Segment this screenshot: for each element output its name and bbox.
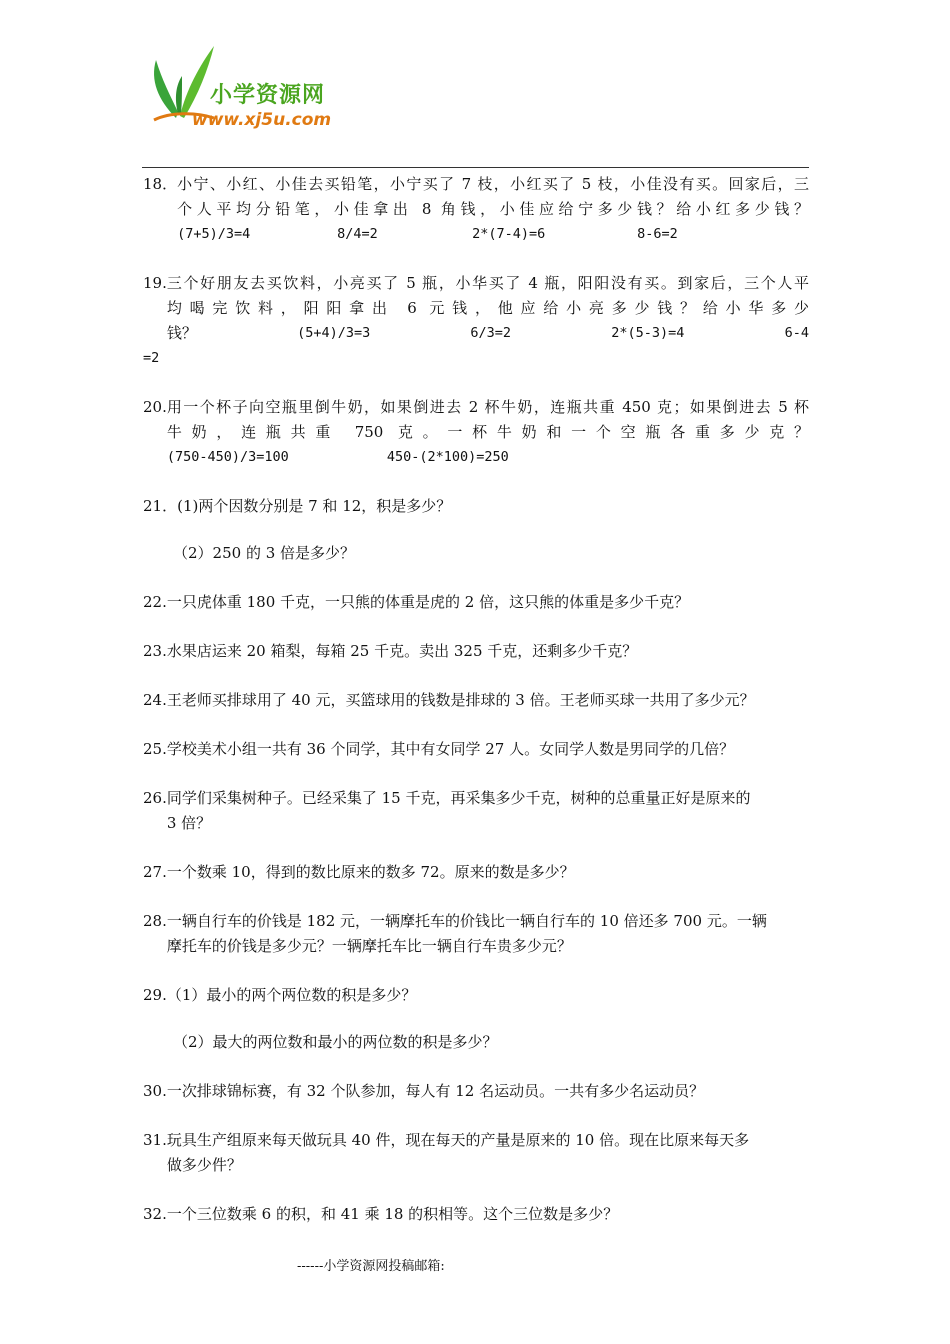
question-list [143, 172, 809, 1227]
calc-step: (7+5)/3=4 [177, 226, 251, 242]
header-divider [142, 167, 809, 168]
question-number: 32. [143, 1205, 167, 1223]
question-text: 牛奶，连瓶共重 750 克。一杯牛奶和一个空瓶各重多少克？ [166, 423, 809, 441]
question-25 [143, 737, 809, 762]
calc-step: 450-(2*100)=250 [386, 449, 509, 465]
calc-step: 8/4=2 [337, 226, 378, 242]
question-text: 摩托车的价钱是多少元？一辆摩托车比一辆自行车贵多少元？ [166, 937, 572, 955]
calc-step: 8-6=2 [637, 226, 678, 242]
answer-calc [167, 445, 809, 470]
question-20 [143, 395, 809, 470]
question-text: 水果店运来 20 箱梨，每箱 25 千克。卖出 325 千克，还剩多少千克？ [166, 642, 638, 660]
question-number: 24. [143, 691, 167, 709]
question-30 [143, 1079, 809, 1104]
calc-step: 6-4 [784, 325, 809, 341]
question-29 [143, 983, 809, 1008]
question-text: 王老师买排球用了 40 元，买篮球用的钱数是排球的 3 倍。王老师买球一共用了多少元？ [166, 691, 755, 709]
question-text: 用一个杯子向空瓶里倒牛奶，如果倒进去 2 杯牛奶，连瓶共重 450 克；如果倒进去 5 杯 [166, 398, 809, 416]
answer-calc-overflow: =2 [143, 350, 160, 366]
question-text: 3 倍？ [166, 814, 212, 832]
question-text: 三个好朋友去买饮料，小亮买了 5 瓶，小华买了 4 瓶，阳阳没有买。到家后，三个人平 [166, 274, 809, 292]
question-text: 同学们采集树种子。已经采集了 15 千克，再采集多少千克，树种的总重量正好是原来的 [166, 789, 751, 807]
question-text: (1)两个因数分别是 7 和 12，积是多少？ [177, 497, 452, 515]
question-22 [143, 590, 809, 615]
question-23 [143, 639, 809, 664]
question-number: 28. [143, 912, 167, 930]
question-number: 31. [143, 1131, 167, 1149]
question-text: 一只虎体重 180 千克，一只熊的体重是虎的 2 倍，这只熊的体重是多少千克？ [166, 593, 690, 611]
question-19 [143, 271, 809, 346]
question-text: 一个三位数乘 6 的积，和 41 乘 18 的积相等。这个三位数是多少？ [166, 1205, 619, 1223]
question-number: 20. [143, 398, 167, 416]
question-text: 学校美术小组一共有 36 个同学，其中有女同学 27 人。女同学人数是男同学的几倍？ [166, 740, 735, 758]
question-text: 钱？ [166, 324, 197, 342]
question-text: 小宁、小红、小佳去买铅笔，小宁买了 7 枝，小红买了 5 枝，小佳没有买。回家后，三 [177, 175, 809, 193]
site-logo [148, 40, 358, 140]
question-32 [143, 1202, 809, 1227]
question-number: 26. [143, 789, 167, 807]
question-text: 做多少件？ [166, 1156, 242, 1174]
question-28 [143, 909, 809, 959]
question-21 [143, 494, 809, 519]
question-number: 25. [143, 740, 167, 758]
question-text: 玩具生产组原来每天做玩具 40 件，现在每天的产量是原来的 10 倍。现在比原来每天多 [166, 1131, 750, 1149]
calc-step: (5+4)/3=3 [297, 325, 371, 341]
page-footer: ------小学资源网投稿邮箱: [297, 1259, 445, 1274]
question-number: 21． [143, 497, 178, 515]
question-24 [143, 688, 809, 713]
question-26 [143, 786, 809, 836]
question-29-part-2: （2）最大的两位数和最小的两位数的积是多少？ [173, 1033, 498, 1051]
calc-step: 2*(7-4)=6 [472, 226, 546, 242]
question-number: 29. [143, 986, 167, 1004]
question-text: 一个数乘 10，得到的数比原来的数多 72。原来的数是多少？ [166, 863, 575, 881]
question-18 [143, 172, 809, 247]
question-number: 19. [143, 274, 167, 292]
question-27 [143, 860, 809, 885]
question-number: 23. [143, 642, 167, 660]
calc-step: (750-450)/3=100 [166, 449, 289, 465]
question-number: 27. [143, 863, 167, 881]
question-text: 一辆自行车的价钱是 182 元，一辆摩托车的价钱比一辆自行车的 10 倍还多 700 元。一辆 [166, 912, 767, 930]
question-text: 个人平均分铅笔，小佳拿出 8 角钱，小佳应给宁多少钱？给小红多少钱？ [177, 200, 809, 218]
answer-calc [167, 321, 809, 346]
question-21-part-2: （2）250 的 3 倍是多少？ [173, 544, 356, 562]
question-text: 一次排球锦标赛，有 32 个队参加，每人有 12 名运动员。一共有多少名运动员？ [166, 1082, 705, 1100]
question-number: 18． [143, 175, 178, 193]
calc-step: 2*(5-3)=4 [611, 325, 685, 341]
logo-url: www.xj5u.com [192, 110, 332, 130]
answer-calc [177, 222, 809, 247]
question-31 [143, 1128, 809, 1178]
calc-step: 6/3=2 [470, 325, 512, 341]
logo-name: 小学资源网 [210, 83, 326, 108]
question-text: 均喝完饮料，阳阳拿出 6 元钱，他应给小亮多少钱？给小华多少 [166, 299, 809, 317]
question-number: 22. [143, 593, 167, 611]
question-number: 30. [143, 1082, 167, 1100]
question-text: （1）最小的两个两位数的积是多少？ [166, 986, 417, 1004]
